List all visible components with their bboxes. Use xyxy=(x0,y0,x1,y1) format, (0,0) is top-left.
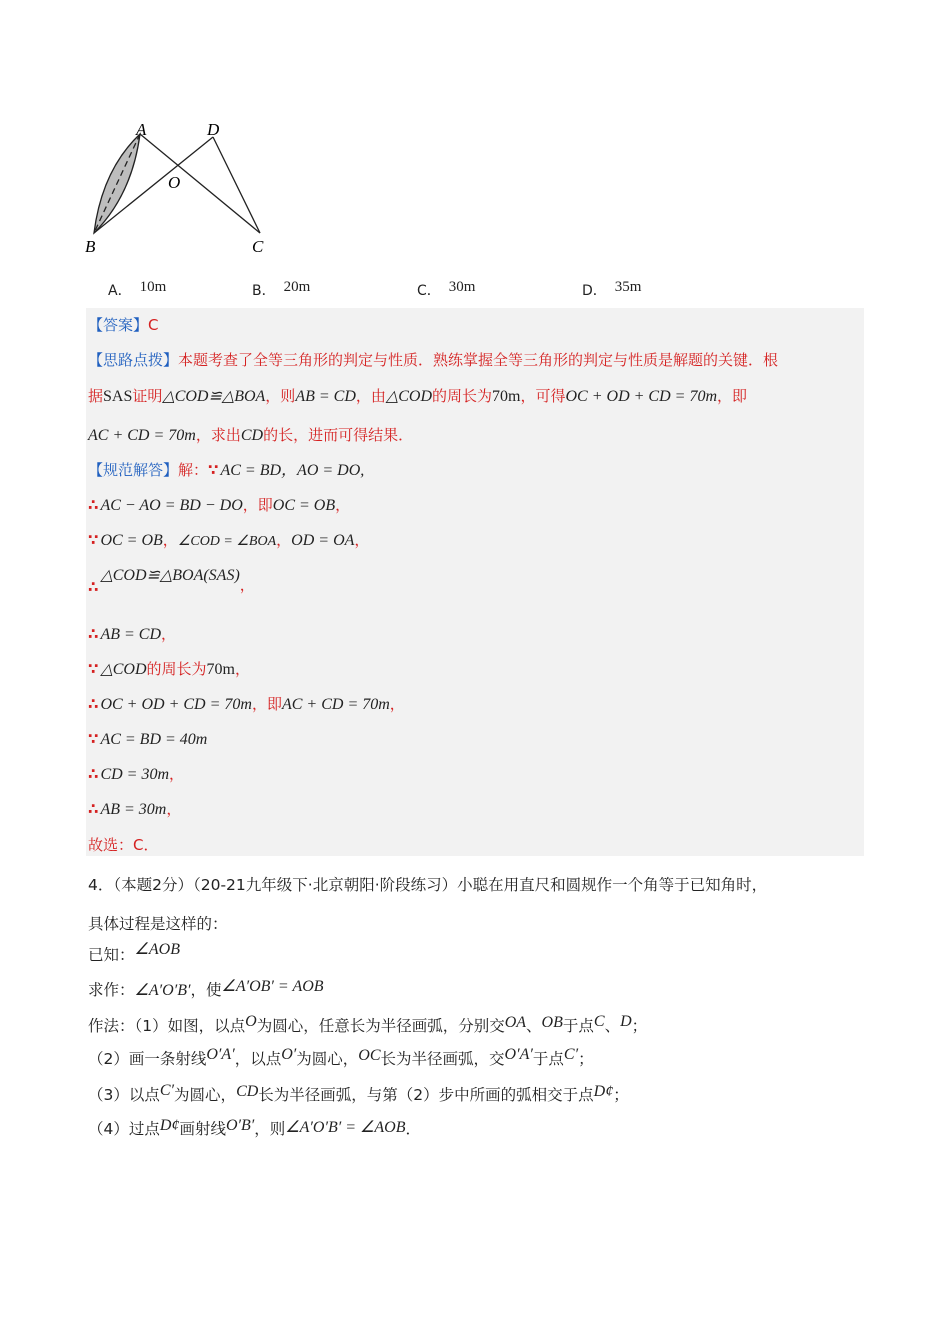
find-text: ，使 xyxy=(190,981,222,999)
therefore-symbol: ∴ xyxy=(88,625,99,643)
step-text: ； xyxy=(613,1086,629,1104)
solution-line-6 xyxy=(88,658,250,681)
hint-text: 的周长为 xyxy=(432,387,493,405)
step-math: ∠A′O′B′ = ∠AOB xyxy=(285,1119,406,1136)
solution-text: ， xyxy=(354,531,370,549)
step-text: 画射线 xyxy=(179,1120,226,1138)
label-c: C xyxy=(252,237,264,256)
hint-line-2 xyxy=(88,385,747,408)
solution-text: ， xyxy=(239,576,255,594)
therefore-symbol: ∴ xyxy=(88,800,99,818)
step-math: O′ xyxy=(281,1046,297,1063)
hint-math: AC + CD = 70m xyxy=(88,427,196,444)
step-math: O′B′ xyxy=(225,1117,255,1134)
step-text: 作法：（1）如图，以点 xyxy=(88,1017,246,1035)
hint-math: AB = CD xyxy=(295,388,356,405)
option-b-label: B． xyxy=(252,283,276,299)
hint-text: ，由 xyxy=(355,387,386,405)
answer-tag: 【答案】 xyxy=(88,316,149,334)
hint-text: ，则 xyxy=(265,387,296,405)
step-text: （2）画一条射线 xyxy=(88,1050,207,1068)
because-symbol: ∵ xyxy=(208,461,219,479)
solution-line-1 xyxy=(88,459,364,482)
option-b xyxy=(252,280,310,300)
step-text: （4）过点 xyxy=(88,1120,160,1138)
step-math: OB xyxy=(541,1014,563,1031)
hint-text: ，可得 xyxy=(520,387,566,405)
solution-text: ， xyxy=(169,765,185,783)
solution-text: ， xyxy=(389,695,405,713)
solution-line-8 xyxy=(88,728,207,751)
solution-math: OC = OB xyxy=(100,532,163,549)
question-4-given xyxy=(88,943,180,965)
option-c-value: 30m xyxy=(448,279,476,295)
solution-math: CD = 30m xyxy=(100,766,170,783)
option-a-label: A． xyxy=(108,283,132,299)
option-a-value: 10m xyxy=(139,279,167,295)
label-d: D xyxy=(207,120,220,139)
step-math: D xyxy=(620,1013,632,1030)
segment-ac xyxy=(140,134,260,233)
hint-text: 据 xyxy=(88,387,104,405)
step-math: C′ xyxy=(159,1082,175,1099)
step-math: D¢ xyxy=(593,1083,614,1100)
question-4-line-1: 4．（本题2分）（20-21九年级下·北京朝阳·阶段练习）小聪在用直尺和圆规作一个角等于已知角时， xyxy=(88,876,768,894)
step-math: C′ xyxy=(563,1046,579,1063)
solution-intro: 解： xyxy=(178,461,209,479)
hint-text: ，即 xyxy=(717,387,748,405)
because-symbol: ∵ xyxy=(88,660,99,678)
step-math: C xyxy=(593,1013,605,1030)
answer-value: C xyxy=(148,316,159,334)
solution-math: AB = CD xyxy=(100,626,162,643)
answer-options xyxy=(0,276,950,304)
therefore-symbol: ∴ xyxy=(88,765,99,783)
answer-line xyxy=(88,314,159,336)
segment-dc xyxy=(213,137,260,233)
step-text: 于点 xyxy=(532,1050,564,1068)
solution-math: ∠COD = ∠BOA xyxy=(177,534,277,549)
step-math: O′A′ xyxy=(206,1046,235,1063)
hint-math: △COD xyxy=(385,388,432,405)
question-4-find xyxy=(88,978,324,1000)
solution-line-9 xyxy=(88,763,184,786)
step-text: ； xyxy=(578,1050,594,1068)
step-text: （3）以点 xyxy=(88,1086,160,1104)
hint-math: OC + OD + CD = 70m xyxy=(565,388,717,405)
solution-text: ，即 xyxy=(242,496,273,514)
solution-line-7 xyxy=(88,693,405,716)
solution-math: OD = OA xyxy=(291,532,355,549)
solution-text: ，即 xyxy=(251,695,282,713)
therefore-symbol: ∴ xyxy=(88,578,99,596)
find-math: ∠A′OB′ = AOB xyxy=(221,978,324,995)
hint-text: ，求出 xyxy=(195,426,241,444)
find-math: ∠A′O′B′ xyxy=(134,982,191,999)
therefore-symbol: ∴ xyxy=(88,496,99,514)
question-4-step-1 xyxy=(88,1014,647,1036)
step-text: ，以点 xyxy=(234,1050,282,1068)
option-b-value: 20m xyxy=(283,279,311,295)
solution-text: ， xyxy=(162,531,178,549)
step-text: 、 xyxy=(526,1017,542,1035)
step-text: 、 xyxy=(604,1017,621,1035)
solution-math: OC = OB xyxy=(272,497,336,514)
solution-final xyxy=(88,834,158,856)
hint-math: SAS xyxy=(103,388,133,405)
final-answer: 故选：C． xyxy=(88,836,159,854)
option-c-label: C． xyxy=(417,283,441,299)
solution-line-3 xyxy=(88,529,369,553)
solution-line-5 xyxy=(88,623,176,646)
step-text: ． xyxy=(405,1120,421,1138)
solution-text: ， xyxy=(235,660,251,678)
label-a: A xyxy=(136,120,147,139)
hint-line-3 xyxy=(88,424,413,447)
solution-text: ， xyxy=(276,531,292,549)
label-o: O xyxy=(168,173,181,192)
step-text: 长为半径画弧，与第（2）步中所画的弧相交于点 xyxy=(258,1086,594,1104)
step-math: OA xyxy=(504,1014,527,1031)
label-b: B xyxy=(85,237,96,256)
hint-math: △COD≌△BOA xyxy=(162,388,266,405)
question-4-step-4 xyxy=(88,1117,421,1139)
therefore-symbol: ∴ xyxy=(88,695,99,713)
find-label: 求作： xyxy=(88,981,135,999)
solution-math: 70m xyxy=(206,661,235,678)
option-a xyxy=(108,280,166,300)
solution-math: AC − AO = BD − DO xyxy=(100,497,243,514)
solution-math: OC + OD + CD = 70m xyxy=(100,696,252,713)
because-symbol: ∵ xyxy=(88,531,99,549)
given-math: ∠AOB xyxy=(134,941,180,958)
hint-math: CD xyxy=(240,427,264,444)
step-math: D¢ xyxy=(159,1117,180,1134)
option-c xyxy=(417,280,475,300)
step-text: ，则 xyxy=(254,1120,286,1138)
solution-math: AC = BD，AO = DO, xyxy=(220,462,365,479)
hint-line-1 xyxy=(88,349,778,371)
solution-line-10 xyxy=(88,798,181,821)
solution-text: ， xyxy=(166,800,182,818)
hint-tag: 【思路点拨】 xyxy=(88,351,179,369)
step-text: 为圆心， xyxy=(296,1050,359,1068)
step-text: ； xyxy=(631,1017,648,1035)
step-text: 于点 xyxy=(562,1017,594,1035)
solution-math: AB = 30m xyxy=(100,801,167,818)
option-d-label: D． xyxy=(582,283,607,299)
solution-tag: 【规范解答】 xyxy=(88,461,179,479)
solution-text: 的周长为 xyxy=(146,660,207,678)
because-symbol: ∵ xyxy=(88,730,99,748)
geometry-figure xyxy=(80,115,280,265)
solution-line-2 xyxy=(88,494,350,517)
step-math: OC xyxy=(358,1047,381,1064)
solution-text: ， xyxy=(161,625,177,643)
solution-math: △COD xyxy=(100,661,147,678)
solution-text: ， xyxy=(335,496,351,514)
option-d xyxy=(582,280,641,300)
question-4-line-2: 具体过程是这样的： xyxy=(88,915,228,933)
hint-text: 证明 xyxy=(132,387,163,405)
step-math: O′A′ xyxy=(504,1046,533,1063)
given-label: 已知： xyxy=(88,946,135,964)
step-math: O xyxy=(245,1013,257,1030)
hint-math: 70m xyxy=(492,388,521,405)
step-text: 为圆心，任意长为半径画弧，分别交 xyxy=(256,1017,505,1035)
solution-math: AC + CD = 70m xyxy=(281,696,390,713)
hint-text: 的长，进而可得结果． xyxy=(263,426,414,444)
solution-math: AC = BD = 40m xyxy=(100,731,208,748)
question-4-step-2 xyxy=(88,1047,594,1069)
solution-line-4 xyxy=(88,566,255,596)
step-text: 长为半径画弧，交 xyxy=(380,1050,505,1068)
hint-text-1: 本题考查了全等三角形的判定与性质．熟练掌握全等三角形的判定与性质是解题的关键．根 xyxy=(178,351,779,369)
option-d-value: 35m xyxy=(614,279,642,295)
step-math: CD xyxy=(236,1083,259,1100)
solution-math: △COD≌△BOA(SAS) xyxy=(100,567,240,584)
step-text: 为圆心， xyxy=(174,1086,237,1104)
question-4-step-3 xyxy=(88,1083,629,1105)
